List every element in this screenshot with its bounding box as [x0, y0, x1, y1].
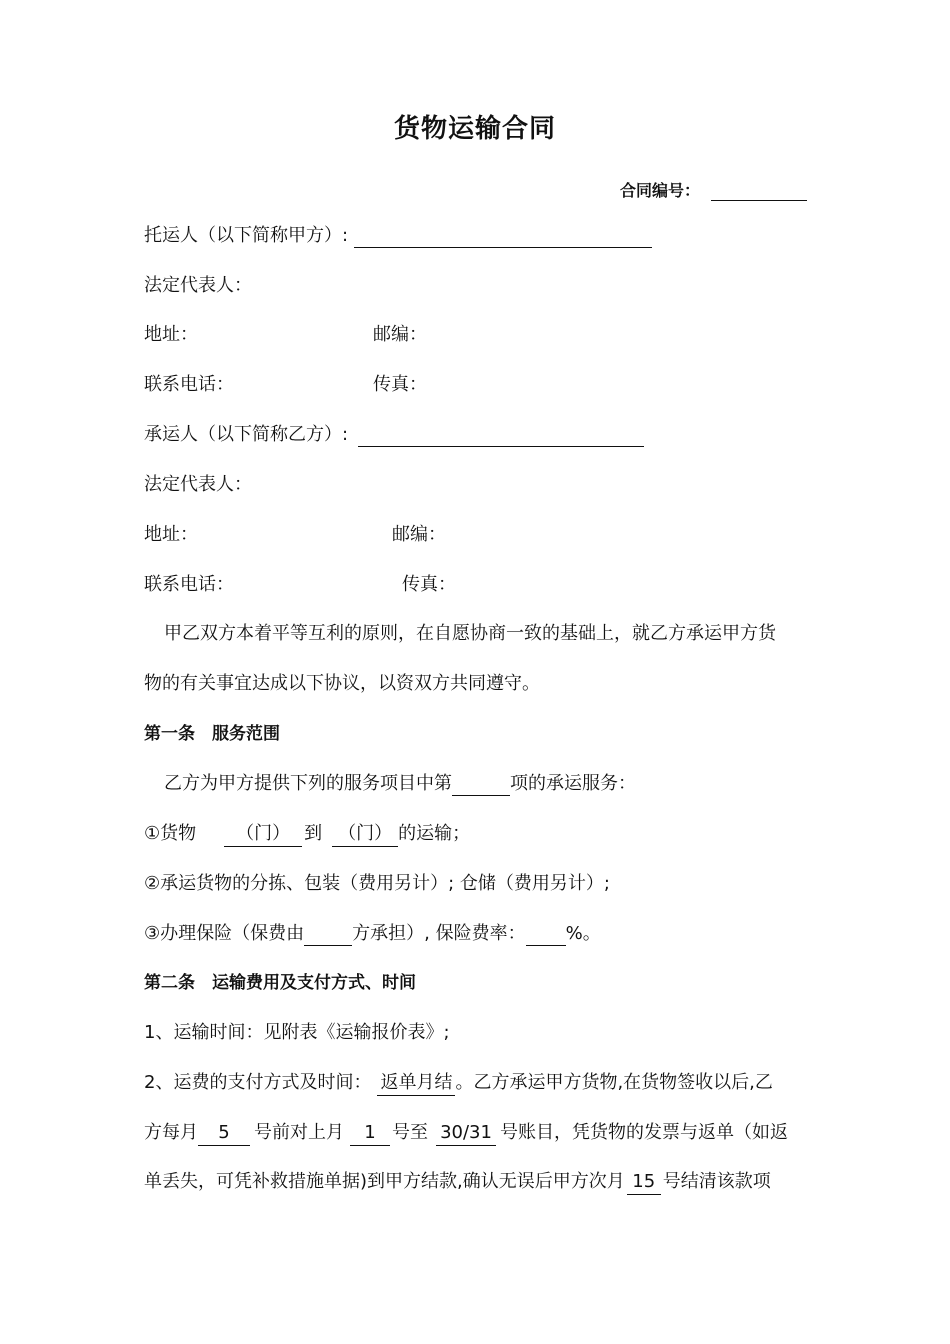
- p2-text-a: 2、运费的支付方式及时间：: [144, 1072, 372, 1093]
- item1-to: 到: [304, 823, 323, 844]
- carrier-blank: [358, 426, 644, 447]
- article1-item3: [144, 922, 601, 946]
- item1-door-from: （门）: [224, 822, 302, 847]
- item1-door-to: （门）: [332, 822, 398, 847]
- article1-p1-text-b: 项的承运服务：: [510, 773, 636, 794]
- article2-p2: [144, 1071, 773, 1096]
- shipper-line: [144, 224, 652, 248]
- carrier-fax: 传真：: [402, 574, 456, 595]
- intro-line-1: 甲乙双方本着平等互利的原则，在自愿协商一致的基础上，就乙方承运甲方货: [164, 623, 776, 644]
- carrier-legal-rep: 法定代表人：: [144, 474, 252, 495]
- shipper-postcode: 邮编：: [373, 324, 427, 345]
- shipper-address: 地址：: [144, 324, 198, 345]
- intro-line-2: 物的有关事宜达成以下协议，以资双方共同遵守。: [144, 673, 540, 694]
- article2-heading: 第二条 运输费用及支付方式、时间: [144, 973, 416, 993]
- shipper-phone: 联系电话：: [144, 374, 234, 395]
- premium-payer-blank: [304, 925, 352, 946]
- article2-p3: [144, 1121, 788, 1146]
- article1-p1-text-a: 乙方为甲方提供下列的服务项目中第: [164, 773, 452, 794]
- contract-no-blank: [711, 180, 807, 201]
- p3-text-b: 号前对上月: [254, 1122, 344, 1143]
- p4-text-b: 号结清该款项: [662, 1171, 771, 1192]
- p3-text-c: 号至: [392, 1122, 428, 1143]
- p4-text-a: 单丢失，可凭补救措施单据)到甲方结款,确认无误后甲方次月: [144, 1171, 625, 1192]
- shipper-blank: [354, 227, 652, 248]
- article2-p4: [144, 1170, 771, 1195]
- article1-item2: ②承运货物的分拣、包装（费用另计）; 仓储（费用另计）;: [144, 873, 610, 894]
- item3-text-a: ③办理保险（保费由: [144, 923, 305, 944]
- shipper-legal-rep: 法定代表人：: [144, 275, 252, 296]
- item1-text-b: 的运输；: [398, 823, 471, 844]
- item3-text-b: 方承担）, 保险费率：: [352, 923, 526, 944]
- period-start-value: 1: [350, 1121, 390, 1146]
- carrier-line: [144, 423, 644, 447]
- clear-day-value: 15: [627, 1170, 661, 1195]
- item3-text-c: %。: [565, 923, 601, 944]
- p2-text-b: 。乙方承运甲方货物,在货物签收以后,乙: [455, 1072, 773, 1093]
- service-item-blank: [452, 775, 510, 796]
- p3-text-a: 方每月: [144, 1122, 198, 1143]
- article2-p1: 1、运输时间：见附表《运输报价表》;: [144, 1022, 450, 1043]
- shipper-fax: 传真：: [373, 374, 427, 395]
- p3-text-d: 号账目，凭货物的发票与返单（如返: [500, 1122, 788, 1143]
- carrier-postcode: 邮编：: [392, 524, 446, 545]
- article1-item1: [144, 822, 470, 847]
- document-title: 货物运输合同: [393, 114, 556, 144]
- insurance-rate-blank: [526, 925, 566, 946]
- carrier-label: 承运人（以下简称乙方）:: [144, 424, 349, 445]
- article1-heading: 第一条 服务范围: [144, 724, 280, 744]
- contract-no-label: 合同编号：: [620, 181, 701, 200]
- period-end-value: 30/31: [436, 1121, 496, 1146]
- shipper-label: 托运人（以下简称甲方）:: [144, 225, 349, 246]
- article1-p1: [164, 772, 636, 796]
- settle-day-value: 5: [198, 1121, 250, 1146]
- payment-method-value: 返单月结: [377, 1071, 455, 1096]
- carrier-phone: 联系电话：: [144, 574, 234, 595]
- item1-text-a: ①货物: [144, 823, 197, 844]
- carrier-address: 地址：: [144, 524, 198, 545]
